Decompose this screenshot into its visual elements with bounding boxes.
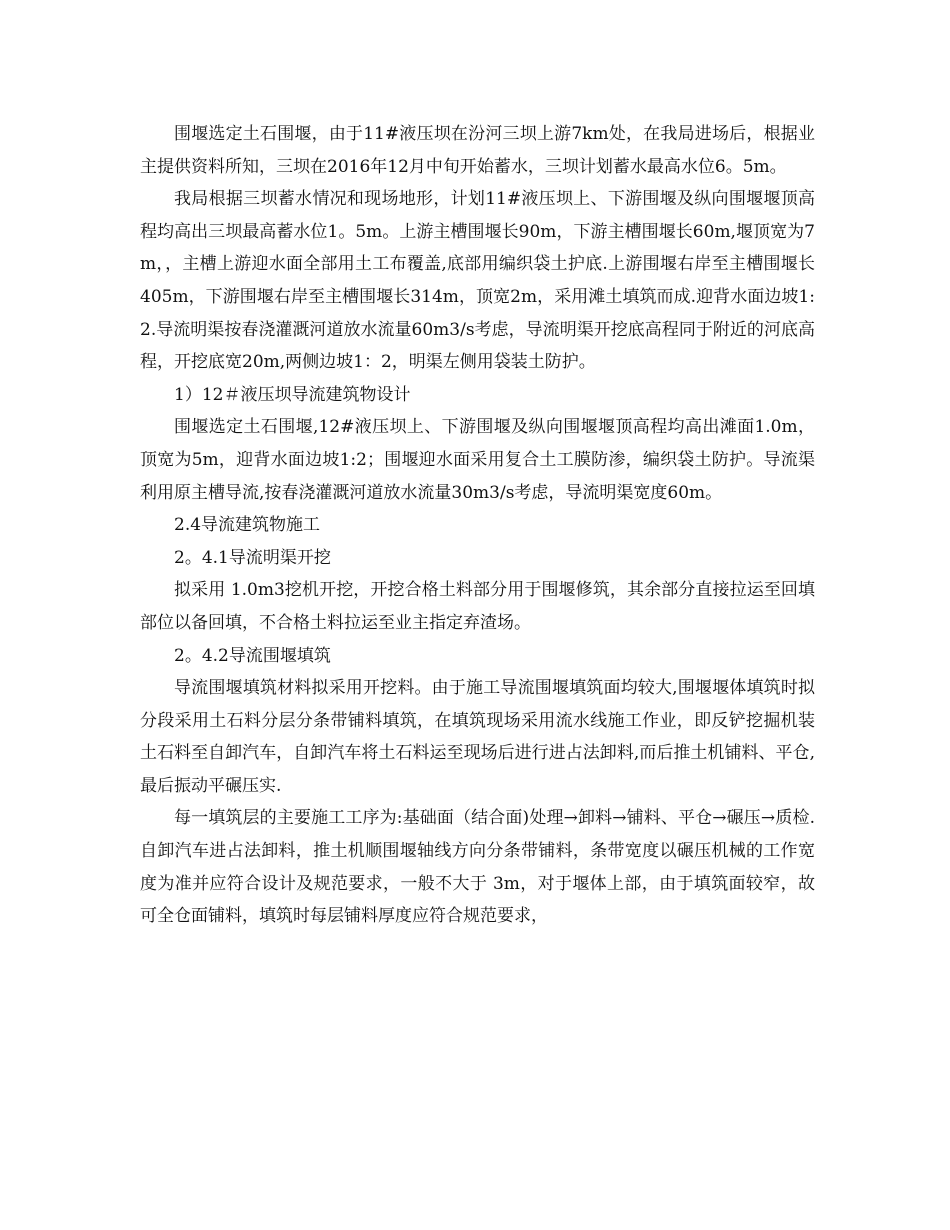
paragraph-dam-12-cofferdam: 围堰选定土石围堰,12#液压坝上、下游围堰及纵向围堰堰顶高程均高出滩面1.0m，顶宽为5m，迎背水面边坡1:2；围堰迎水面采用复合土工膜防渗，编织袋土防护。导流渠利用原主槽导流,按春浇灌溉河道放水流量30m3/s考虑，导流明渠宽度60m。 [140,417,815,503]
paragraph-cofferdam-selection: 围堰选定土石围堰，由于11#液压坝在汾河三坝上游7km处，在我局进场后，根据业主提供资料所知，三坝在2016年12月中旬开始蓄水，三坝计划蓄水最高水位6。5m。 [140,124,815,177]
heading-dam-12-diversion-design: 1）12＃液压坝导流建筑物设计 [174,384,411,405]
heading-2-4-2-cofferdam-filling: 2。4.2导流围堰填筑 [174,645,331,666]
document-body [140,118,815,933]
heading-2-4-1-channel-excavation: 2。4.1导流明渠开挖 [174,547,331,568]
paragraph-cofferdam-elevation: 我局根据三坝蓄水情况和现场地形，计划11#液压坝上、下游围堰及纵向围堰堰顶高程均高出三坝最高蓄水位1。5m。上游主槽围堰长90m，下游主槽围堰长60m,堰顶宽为7m，，主槽上游迎水面全部用土工布覆盖,底部用编织袋土护底.上游围堰右岸至主槽围堰长405m，下游围堰右岸至主槽围堰长314m，顶宽2m，采用滩土填筑而成.迎背水面边坡1:2.导流明渠按春浇灌溉河道放水流量60m3/s考虑，导流明渠开挖底高程同于附近的河底高程，开挖底宽20m,两侧边坡1：2，明渠左侧用袋装土防护。 [140,189,815,373]
paragraph-filling-procedure: 每一填筑层的主要施工工序为:基础面（结合面)处理→卸料→铺料、平仓→碾压→质检.自卸汽车进占法卸料，推土机顺围堰轴线方向分条带铺料，条带宽度以碾压机械的工作宽度为准并应符合设计及规范要求，一般不大于 3m，对于堰体上部，由于填筑面较窄，故可全仓面铺料，填筑时每层铺料厚度应符合规范要求， [140,808,815,927]
heading-2-4-diversion-construction: 2.4导流建筑物施工 [174,515,321,536]
paragraph-filling-materials: 导流围堰填筑材料拟采用开挖料。由于施工导流围堰填筑面均较大,围堰堰体填筑时拟分段采用土石料分层分条带铺料填筑，在填筑现场采用流水线施工作业，即反铲挖掘机装土石料至自卸汽车，自卸汽车将土石料运至现场后进行进占法卸料,而后推土机铺料、平仓,最后振动平碾压实. [140,678,815,796]
paragraph-excavation: 拟采用 1.0m3挖机开挖，开挖合格土料部分用于围堰修筑，其余部分直接拉运至回填部位以备回填，不合格土料拉运至业主指定弃渣场。 [140,580,815,633]
